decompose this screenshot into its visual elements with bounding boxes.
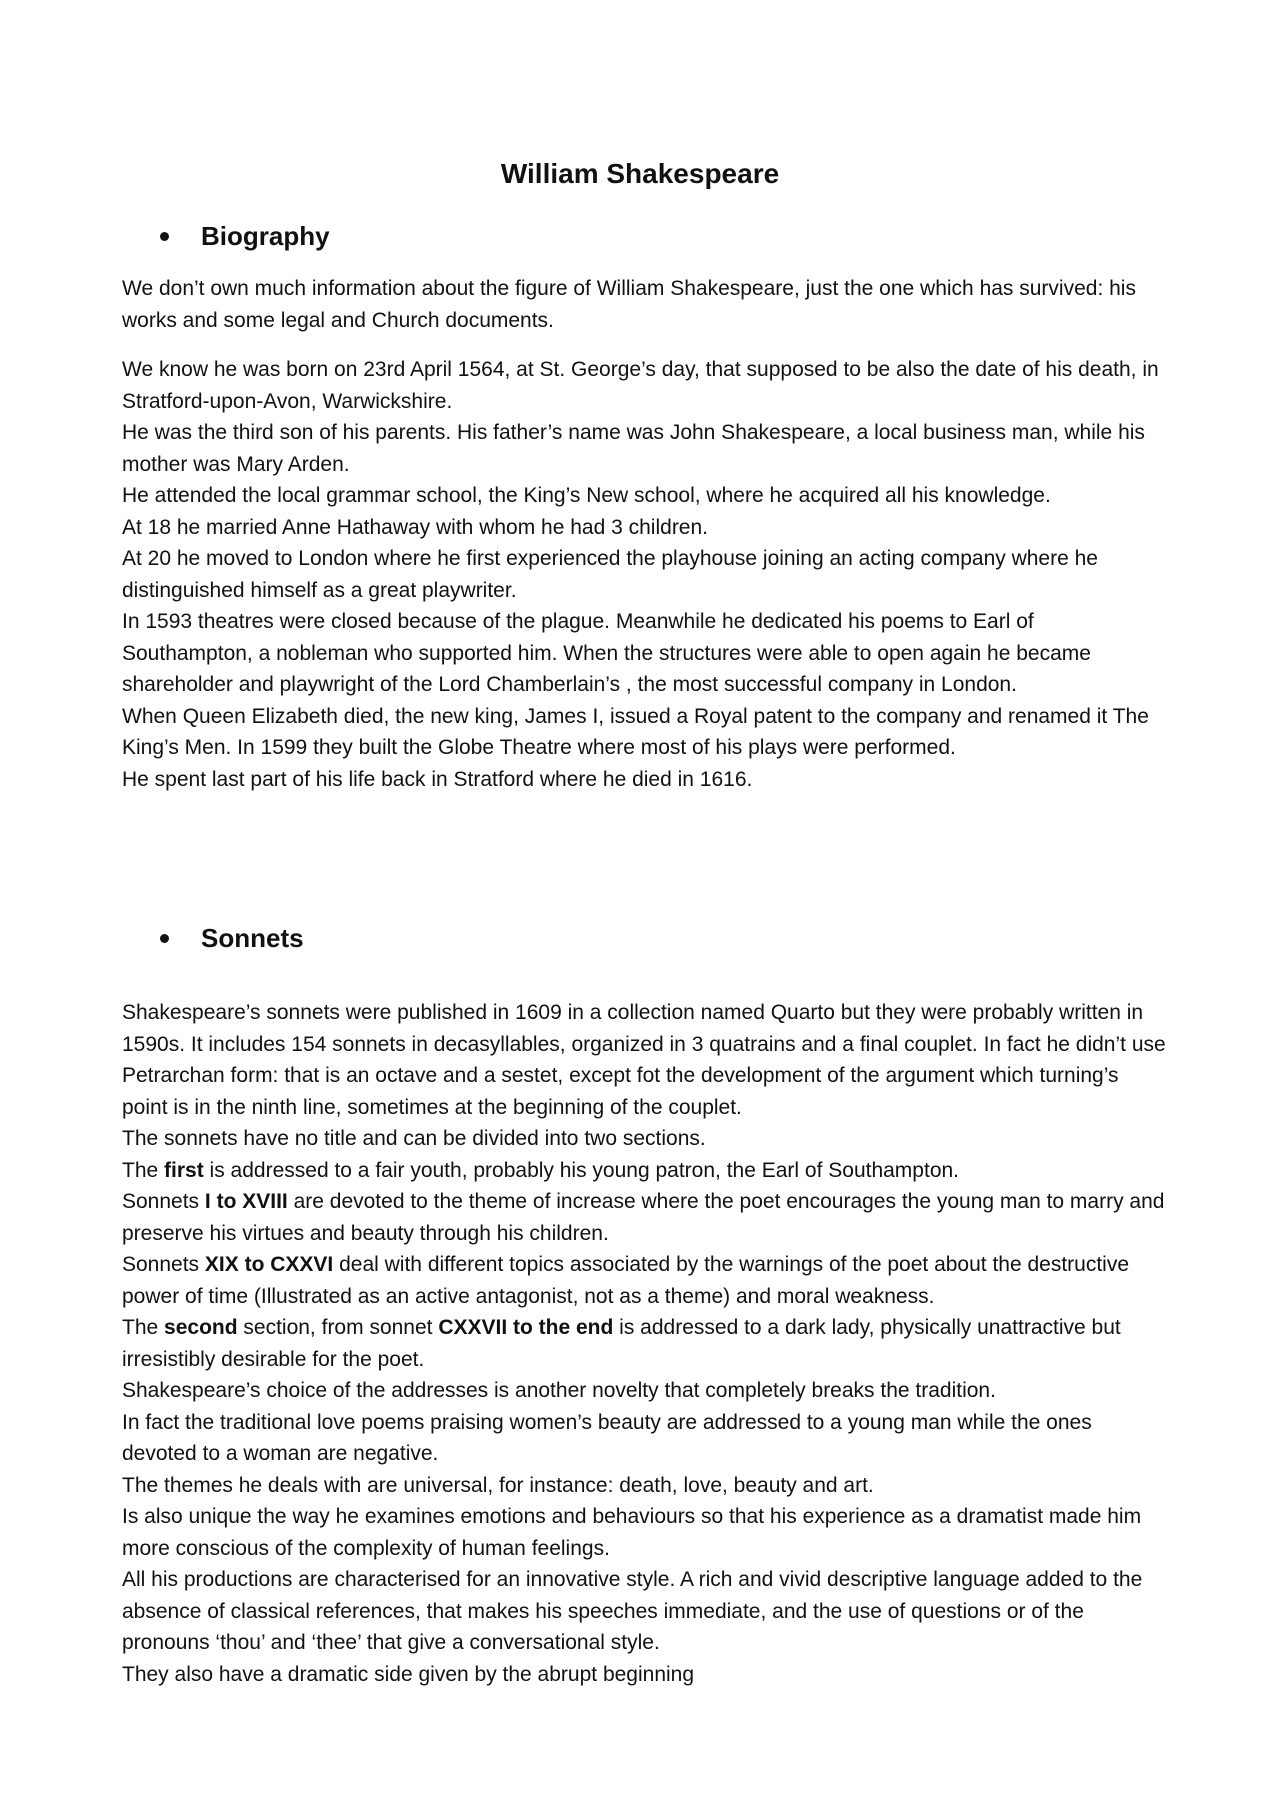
paragraph: The first is addressed to a fair youth, probably his young patron, the Earl of Southampton. — [122, 1158, 960, 1182]
paragraph: When Queen Elizabeth died, the new king, James I, issued a Royal patent to the company and renamed it The King’s Men. In 1599 they built the Globe Theatre where most of his plays were performed. — [122, 704, 1149, 759]
paragraph: We don’t own much information about the figure of William Shakespeare, just the one which has survived: his works and some legal and Church documents. — [122, 277, 1136, 332]
sonnets-body — [122, 997, 1168, 1690]
paragraph: In fact the traditional love poems praising women’s beauty are addressed to a young man while the ones devoted to a woman are negative. — [122, 1410, 1092, 1465]
biography-body — [122, 354, 1168, 795]
bold-text: second — [164, 1316, 238, 1339]
document-title: William Shakespeare — [500, 158, 780, 189]
paragraph: Shakespeare’s sonnets were published in 1609 in a collection named Quarto but they were probably written in 1590s. It includes 154 sonnets in decasyllables, organized in 3 quatrains and a final couplet. In fact he didn’t use Petrarchan form: that is an octave and a sestet, except fot the development of the argument which turning’s point is in the ninth line, sometimes at the beginning of the couplet. — [122, 1001, 1166, 1119]
paragraph: In 1593 theatres were closed because of the plague. Meanwhile he dedicated his poems to Earl of Southampton, a nobleman who supported him. When the structures were able to open again he became shareholder and playwright of the Lord Chamberlain’s , the most successful company in London. — [122, 610, 1091, 696]
paragraph: The second section, from sonnet CXXVII to the end is addressed to a dark lady, physically unattractive but irresistibly desirable for the poet. — [122, 1316, 1121, 1371]
bold-text: first — [164, 1158, 204, 1182]
paragraph: We know he was born on 23rd April 1564, at St. George’s day, that supposed to be also the date of his death, in Stratford-upon-Avon, Warwickshire. — [122, 358, 1159, 413]
bullet-icon — [160, 934, 169, 943]
paragraph: Sonnets I to XVIII are devoted to the theme of increase where the poet encourages the young man to marry and preserve his virtues and beauty through his children. — [122, 1190, 1165, 1245]
section-heading-label: Sonnets — [201, 923, 304, 953]
section-heading-sonnets — [160, 921, 304, 955]
paragraph: All his productions are characterised for an innovative style. A rich and vivid descriptive language added to the absence of classical references, that makes his speeches immediate, and the use of questions or of the pronouns ‘thou’ and ‘thee’ that give a conversational style. — [122, 1568, 1143, 1654]
paragraph: At 18 he married Anne Hathaway with whom he had 3 children. — [122, 515, 709, 539]
paragraph: He spent last part of his life back in Stratford where he died in 1616. — [122, 767, 753, 791]
paragraph: At 20 he moved to London where he first experienced the playhouse joining an acting company where he distinguished himself as a great playwriter. — [122, 547, 1098, 602]
paragraph: The themes he deals with are universal, for instance: death, love, beauty and art. — [122, 1473, 874, 1497]
paragraph: Sonnets XIX to CXXVI deal with different topics associated by the warnings of the poet about the destructive power of time (Illustrated as an active antagonist, not as a theme) and moral weakness. — [122, 1253, 1130, 1308]
paragraph: He was the third son of his parents. His father’s name was John Shakespeare, a local business man, while his mother was Mary Arden. — [122, 421, 1145, 476]
bullet-icon — [160, 232, 169, 241]
bold-text: CXXVII to the end — [438, 1316, 614, 1339]
paragraph: He attended the local grammar school, the King’s New school, where he acquired all his knowledge. — [122, 484, 1051, 507]
paragraph: They also have a dramatic side given by the abrupt beginning — [122, 1662, 695, 1686]
paragraph: Is also unique the way he examines emotions and behaviours so that his experience as a dramatist made him more conscious of the complexity of human feelings. — [122, 1505, 1142, 1560]
section-heading-label: Biography — [201, 221, 330, 251]
bold-text: XIX to CXXVI — [204, 1253, 334, 1276]
section-heading-biography — [160, 219, 330, 253]
paragraph: Shakespeare’s choice of the addresses is another novelty that completely breaks the tradition. — [122, 1379, 996, 1402]
paragraph: The sonnets have no title and can be divided into two sections. — [122, 1127, 706, 1150]
bold-text: I to XVIII — [204, 1190, 288, 1213]
biography-intro — [122, 273, 1168, 336]
